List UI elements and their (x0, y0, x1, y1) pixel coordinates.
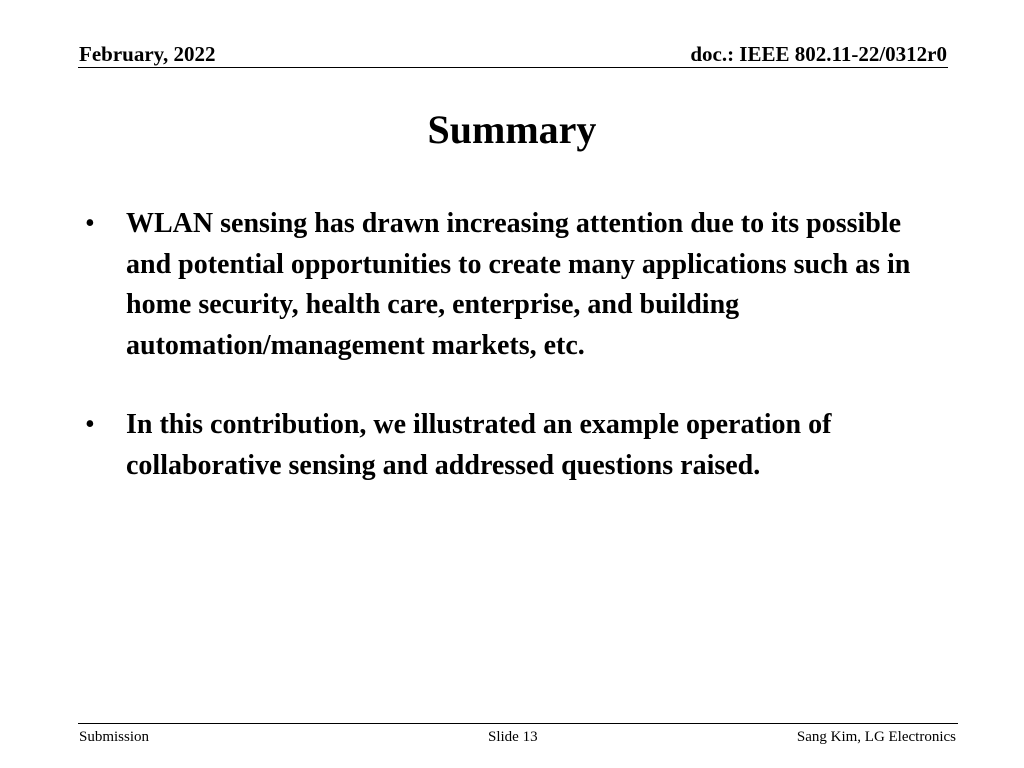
footer-slide-number: Slide 13 (488, 729, 538, 745)
bullet-dot-icon: • (85, 409, 95, 440)
bullet-list (85, 204, 925, 525)
bullet-text: In this contribution, we illustrated an example operation of collaborative sensing and addressed questions raised. (126, 409, 832, 481)
header-date: February, 2022 (79, 42, 216, 66)
bullet-item (85, 405, 925, 486)
bullet-text: WLAN sensing has drawn increasing attention due to its possible and potential opportunities to create many applications such as in home security, health care, enterprise, and building automation/management markets, etc. (126, 208, 911, 361)
footer-divider (78, 723, 958, 724)
header-divider (78, 67, 948, 68)
bullet-item (85, 204, 925, 366)
footer-author: Sang Kim, LG Electronics (796, 729, 956, 745)
footer-submission: Submission (79, 729, 150, 745)
bullet-dot-icon: • (85, 208, 95, 239)
header-doc-id: doc.: IEEE 802.11-22/0312r0 (690, 42, 947, 66)
slide-title: Summary (427, 107, 597, 152)
